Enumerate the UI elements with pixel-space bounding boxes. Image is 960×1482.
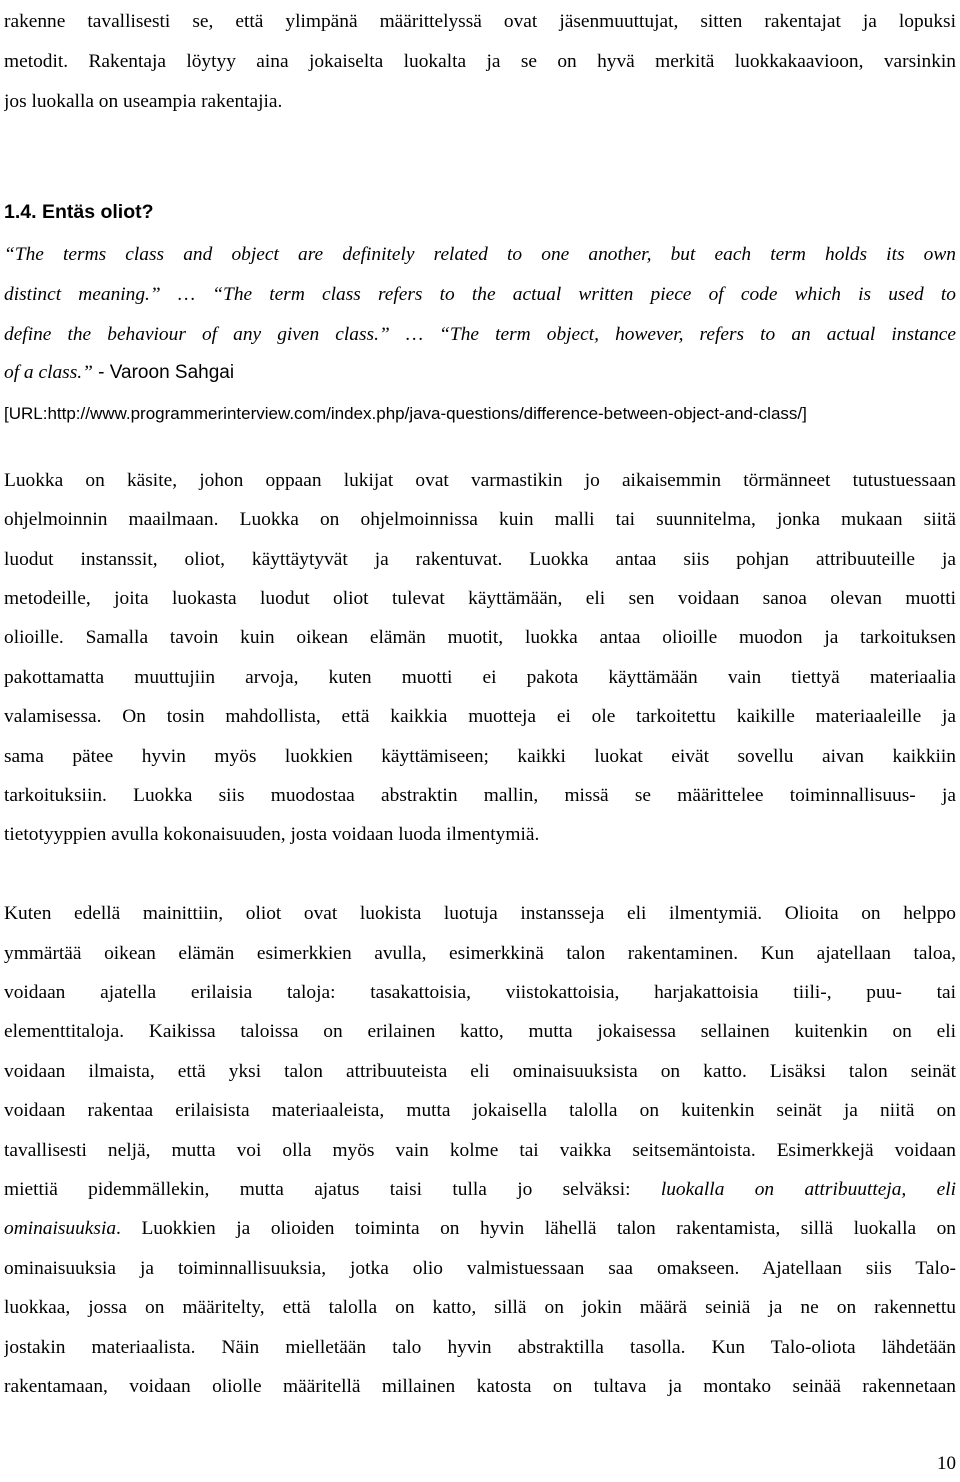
paragraph-line [4, 1217, 956, 1241]
quote-end: of a class.” [4, 362, 93, 383]
paragraph-line [4, 1178, 956, 1202]
paragraph-text: . Luokkien ja olioiden toiminta on hyvin lähellä talon rakentamista, sillä luokalla on [116, 1218, 956, 1239]
paragraph-line: ominaisuuksia ja toiminnallisuuksia, jotka olio valmistuessaan saa omakseen. Ajatellaan siis Talo- [4, 1258, 956, 1279]
paragraph-line: ymmärtää oikean elämän esimerkkien avulla, esimerkkinä talon rakentaminen. Kun ajatellaan taloa, [4, 943, 956, 964]
paragraph-line: pakottamatta muuttujiin arvoja, kuten muotti ei pakota käyttämään vain tiettyä materiaalia [4, 667, 956, 688]
paragraph-line: tietotyyppien avulla kokonaisuuden, josta voidaan luoda ilmentymiä. [4, 824, 540, 845]
paragraph-line: olioille. Samalla tavoin kuin oikean elämän muotit, luokka antaa olioille muodon ja tarkoituksen [4, 627, 956, 648]
paragraph-line: voidaan ilmaista, että yksi talon attribuuteista eli ominaisuuksista on katto. Lisäksi talon seinät [4, 1061, 956, 1082]
paragraph-line: voidaan rakentaa erilaisista materiaaleista, mutta jokaisella talolla on kuitenkin seinät ja niitä on [4, 1100, 956, 1121]
paragraph-line: rakentamaan, voidaan oliolle määritellä millainen katosta on tultava ja montako seinää rakennetaan [4, 1376, 956, 1397]
paragraph-line: jostakin materiaalista. Näin mielletään talo hyvin abstraktilla tasolla. Kun Talo-oliota lähdetään [4, 1337, 956, 1358]
quote-attribution-line [4, 361, 956, 385]
paragraph-line: luodut instanssit, oliot, käyttäytyvät ja rakentuvat. Luokka antaa siis pohjan attribuuteille ja [4, 549, 956, 570]
paragraph-line: Kuten edellä mainittiin, oliot ovat luokista luotuja instansseja eli ilmentymiä. Olioita on helppo [4, 903, 956, 924]
emphasis-text: ominaisuuksia [4, 1218, 117, 1239]
paragraph-line: luokkaa, jossa on määritelty, että talolla on katto, sillä on jokin määrä seiniä ja ne on rakennettu [4, 1297, 956, 1318]
paragraph-line: sama pätee hyvin myös luokkien käyttämiseen; kaikki luokat eivät sovellu aivan kaikkiin [4, 746, 956, 767]
emphasis-text: luokalla on attribuutteja, eli [660, 1179, 956, 1200]
quote-author: - Varoon Sahgai [92, 362, 235, 383]
paragraph-line: ohjelmoinnin maailmaan. Luokka on ohjelmoinnissa kuin malli tai suunnitelma, jonka mukaan siitä [4, 509, 956, 530]
section-heading: 1.4. Entäs oliot? [4, 201, 154, 223]
intro-line: jos luokalla on useampia rakentajia. [4, 91, 283, 112]
paragraph-line: tarkoituksiin. Luokka siis muodostaa abstraktin mallin, missä se määrittelee toiminnallisuus- ja [4, 785, 956, 806]
quote-line: distinct meaning.” … “The term class refers to the actual written piece of code which is used to [4, 284, 956, 305]
page-number: 10 [937, 1453, 956, 1474]
paragraph-line: valamisessa. On tosin mahdollista, että kaikkia muotteja ei ole tarkoitettu kaikille materiaaleille ja [4, 706, 956, 727]
quote-line: define the behaviour of any given class.” … “The term object, however, refers to an actual instance [4, 324, 956, 345]
paragraph-line: elementtitaloja. Kaikissa taloissa on erilainen katto, mutta jokaisessa sellainen kuitenkin on eli [4, 1021, 956, 1042]
quote-line: “The terms class and object are definitely related to one another, but each term holds its own [4, 244, 956, 265]
paragraph-text: miettiä pidemmällekin, mutta ajatus taisi tulla jo selväksi: [4, 1179, 661, 1200]
paragraph-line: metodeille, joita luokasta luodut oliot tulevat käyttämään, eli sen voidaan sanoa olevan muotti [4, 588, 956, 609]
paragraph-line: voidaan ajatella erilaisia taloja: tasakattoisia, viistokattoisia, harjakattoisia tiili-, puu- tai [4, 982, 956, 1003]
source-url: [URL:http://www.programmerinterview.com/index.php/java-questions/difference-between-object-and-class/] [4, 404, 807, 423]
intro-line: metodit. Rakentaja löytyy aina jokaiselta luokalta ja se on hyvä merkitä luokkakaavioon, varsinkin [4, 51, 956, 72]
paragraph-line: tavallisesti neljä, mutta voi olla myös vain kolme tai vaikka seitsemäntoista. Esimerkkejä voidaan [4, 1140, 956, 1161]
intro-line: rakenne tavallisesti se, että ylimpänä määrittelyssä ovat jäsenmuuttujat, sitten rakentajat ja lopuksi [4, 11, 956, 32]
paragraph-line: Luokka on käsite, johon oppaan lukijat ovat varmastikin jo aikaisemmin törmänneet tutustuessaan [4, 470, 956, 491]
